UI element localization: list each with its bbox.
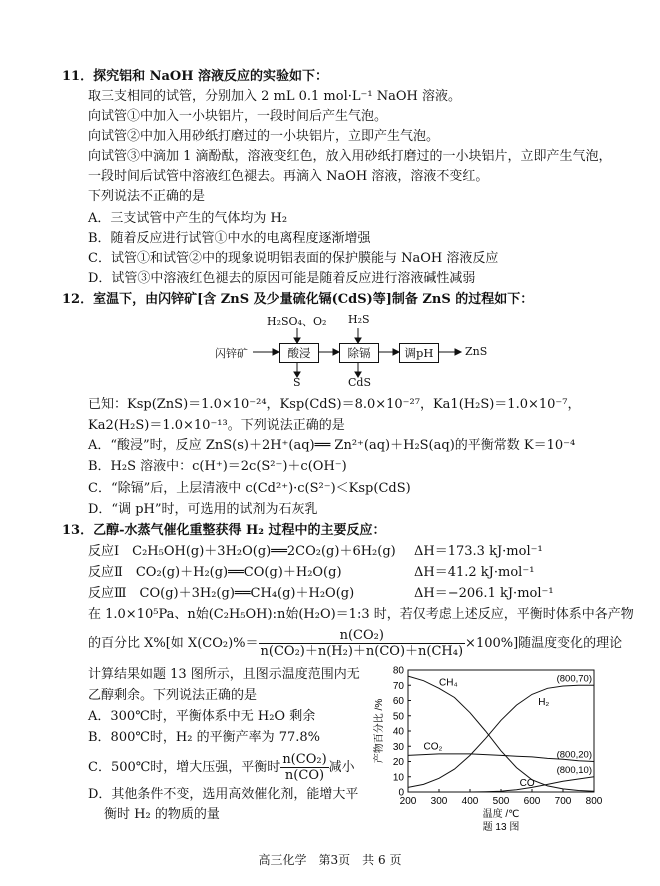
flow-input-1: H₂SO₄、O₂ bbox=[267, 315, 327, 328]
flow-output-2: CdS bbox=[348, 376, 371, 389]
q13-option-d-line1[interactable]: D．其他条件不变，选用高效催化剂，能增大平 bbox=[88, 787, 359, 802]
q13-option-c-den: n(CO) bbox=[284, 768, 325, 783]
q13-option-c-b: 减小 bbox=[328, 760, 355, 775]
page-footer: 高三化学 第3页 共 6 页 bbox=[258, 853, 402, 867]
flow-end: ZnS bbox=[465, 345, 488, 358]
flow-output-1: S bbox=[293, 376, 301, 389]
q11-line4: 向试管③中滴加 1 滴酚酞，溶液变红色，放入用砂纸打磨过的一小块铝片，立即产生气泡， bbox=[88, 149, 612, 164]
series-label-2: CO₂ bbox=[423, 741, 443, 753]
chart-caption: 题 13 图 bbox=[482, 822, 520, 833]
y-tick-label-2: 20 bbox=[392, 757, 404, 768]
series-label-3: CO bbox=[519, 777, 535, 789]
q11-line2: 向试管①中加入一小块铝片，一段时间后产生气泡。 bbox=[88, 109, 388, 124]
q13-stem: 13．乙醇-水蒸气催化重整获得 H₂ 过程中的主要反应： bbox=[62, 523, 386, 538]
q13-option-a[interactable]: A．300℃时，平衡体系中无 H₂O 剩余 bbox=[88, 709, 316, 724]
y-tick-label-3: 30 bbox=[392, 741, 404, 753]
flow-box-adjust-ph: 调pH bbox=[399, 343, 439, 363]
q11-option-c[interactable]: C．试管①和试管②中的现象说明铝表面的保护膜能与 NaOH 溶液反应 bbox=[88, 251, 499, 266]
flow-box-leach: 酸浸 bbox=[279, 343, 319, 363]
q11-stem: 11．探究铝和 NaOH 溶液反应的实验如下： bbox=[62, 69, 329, 84]
x-tick-label-3: 500 bbox=[492, 796, 510, 807]
q13-option-c-num: n(CO₂) bbox=[282, 752, 327, 767]
q13-fraction-num: n(CO₂) bbox=[259, 628, 466, 644]
q13-condition-2a: 的百分比 X%[如 X(CO₂)%＝ bbox=[88, 636, 259, 651]
q13-condition-4: 乙醇剩余。下列说法正确的是 bbox=[88, 688, 258, 703]
q13-chart-svg bbox=[370, 660, 610, 845]
flow-start: 闪锌矿 bbox=[215, 347, 248, 360]
q11-option-d[interactable]: D．试管③中溶液红色褪去的原因可能是随着反应进行溶液碱性减弱 bbox=[88, 271, 476, 286]
q13-fraction bbox=[259, 628, 466, 659]
q13-option-c[interactable] bbox=[88, 752, 355, 783]
q12-option-d[interactable]: D．“调 pH”时，可选用的试剂为石灰乳 bbox=[88, 502, 318, 517]
y-axis-label: 产物百分比 /% bbox=[374, 698, 385, 764]
q13-reaction-2: 反应Ⅱ CO₂(g)＋H₂(g)══CO(g)＋H₂O(g) bbox=[88, 565, 342, 580]
q12-stem: 12．室温下，由闪锌矿[含 ZnS 及少量硫化镉(CdS)等]制备 ZnS 的过程如下： bbox=[62, 292, 534, 307]
q12-known-1: 已知：Ksp(ZnS)＝1.0×10⁻²⁴，Ksp(CdS)＝8.0×10⁻²⁷，Ka1(H₂S)＝1.0×10⁻⁷， bbox=[88, 397, 581, 412]
flow-box-cd-removal: 除镉 bbox=[339, 343, 379, 363]
y-tick-label-7: 70 bbox=[392, 680, 404, 692]
q12-option-a[interactable]: A．“酸浸”时，反应 ZnS(s)＋2H⁺(aq)══ Zn²⁺(aq)＋H₂S(aq)的平衡常数 K＝10⁻⁴ bbox=[88, 438, 576, 453]
x-axis-label: 温度 /℃ bbox=[482, 809, 520, 820]
q11-option-b[interactable]: B．随着反应进行试管①中水的电离程度逐渐增强 bbox=[88, 231, 371, 246]
x-tick-label-1: 300 bbox=[430, 796, 448, 807]
q13-option-c-a: C．500℃时，增大压强，平衡时 bbox=[88, 760, 281, 775]
annotation-1: (800,20) bbox=[556, 749, 592, 761]
x-tick-label-4: 600 bbox=[523, 796, 541, 807]
q13-reaction-2-dh: ΔH＝41.2 kJ·mol⁻¹ bbox=[414, 565, 535, 580]
y-tick-label-0: 0 bbox=[398, 787, 404, 799]
annotation-0: (800,70) bbox=[556, 673, 592, 685]
q13-condition-3: 计算结果如题 13 图所示，且图示温度范围内无 bbox=[88, 667, 360, 682]
x-tick-label-2: 400 bbox=[461, 796, 479, 807]
series-label-0: CH₄ bbox=[439, 677, 458, 689]
q11-question: 下列说法不正确的是 bbox=[88, 189, 206, 204]
q12-option-b[interactable]: B．H₂S 溶液中：c(H⁺)＝2c(S²⁻)＋c(OH⁻) bbox=[88, 459, 347, 474]
q13-condition-2b: ×100%]随温度变化的理论 bbox=[465, 636, 623, 651]
q13-condition-2 bbox=[88, 628, 622, 659]
q11-option-a[interactable]: A．三支试管中产生的气体均为 H₂ bbox=[88, 211, 288, 226]
q13-chart bbox=[370, 660, 610, 845]
x-tick-label-6: 800 bbox=[585, 796, 603, 807]
q13-option-c-fraction bbox=[280, 752, 328, 783]
flow-input-2: H₂S bbox=[348, 313, 370, 326]
annotation-2: (800,10) bbox=[556, 764, 592, 776]
y-tick-label-6: 60 bbox=[392, 696, 404, 707]
q13-reaction-1-dh: ΔH＝173.3 kJ·mol⁻¹ bbox=[414, 544, 543, 559]
q13-option-b[interactable]: B．800℃时，H₂ 的平衡产率为 77.8% bbox=[88, 730, 321, 745]
q12-option-c[interactable]: C．“除镉”后，上层清液中 c(Cd²⁺)·c(S²⁻)＜Ksp(CdS) bbox=[88, 481, 411, 496]
series-label-1: H₂ bbox=[538, 697, 550, 709]
x-tick-label-0: 200 bbox=[399, 796, 417, 807]
q13-reaction-1: 反应Ⅰ C₂H₅OH(g)＋3H₂O(g)══2CO₂(g)＋6H₂(g) bbox=[88, 544, 396, 559]
q13-fraction-den: n(CO₂)＋n(H₂)＋n(CO)＋n(CH₄) bbox=[260, 644, 464, 659]
q13-option-d-line2: 衡时 H₂ 的物质的量 bbox=[104, 807, 220, 822]
y-tick-label-4: 40 bbox=[392, 726, 404, 738]
q12-known-2: Ka2(H₂S)＝1.0×10⁻¹³。下列说法正确的是 bbox=[88, 418, 345, 433]
y-tick-label-8: 80 bbox=[392, 665, 404, 677]
q13-condition-1: 在 1.0×10⁵Pa、n始(C₂H₅OH):n始(H₂O)＝1:3 时，若仅考虑上述反应，平衡时体系中各产物 bbox=[88, 607, 634, 622]
q11-line1: 取三支相同的试管，分别加入 2 mL 0.1 mol·L⁻¹ NaOH 溶液。 bbox=[88, 89, 461, 104]
q13-reaction-3: 反应Ⅲ CO(g)＋3H₂(g)══CH₄(g)＋H₂O(g) bbox=[88, 586, 355, 601]
x-tick-label-5: 700 bbox=[554, 796, 572, 807]
y-tick-label-1: 10 bbox=[392, 772, 404, 784]
q13-reaction-3-dh: ΔH＝−206.1 kJ·mol⁻¹ bbox=[414, 586, 554, 601]
q11-line5: 一段时间后试管中溶液红色褪去。再滴入 NaOH 溶液，溶液不变红。 bbox=[88, 169, 489, 184]
y-tick-label-5: 50 bbox=[392, 711, 404, 723]
q11-line3: 向试管②中加入用砂纸打磨过的一小块铝片，立即产生气泡。 bbox=[88, 129, 440, 144]
q12-flow-diagram bbox=[215, 310, 515, 390]
